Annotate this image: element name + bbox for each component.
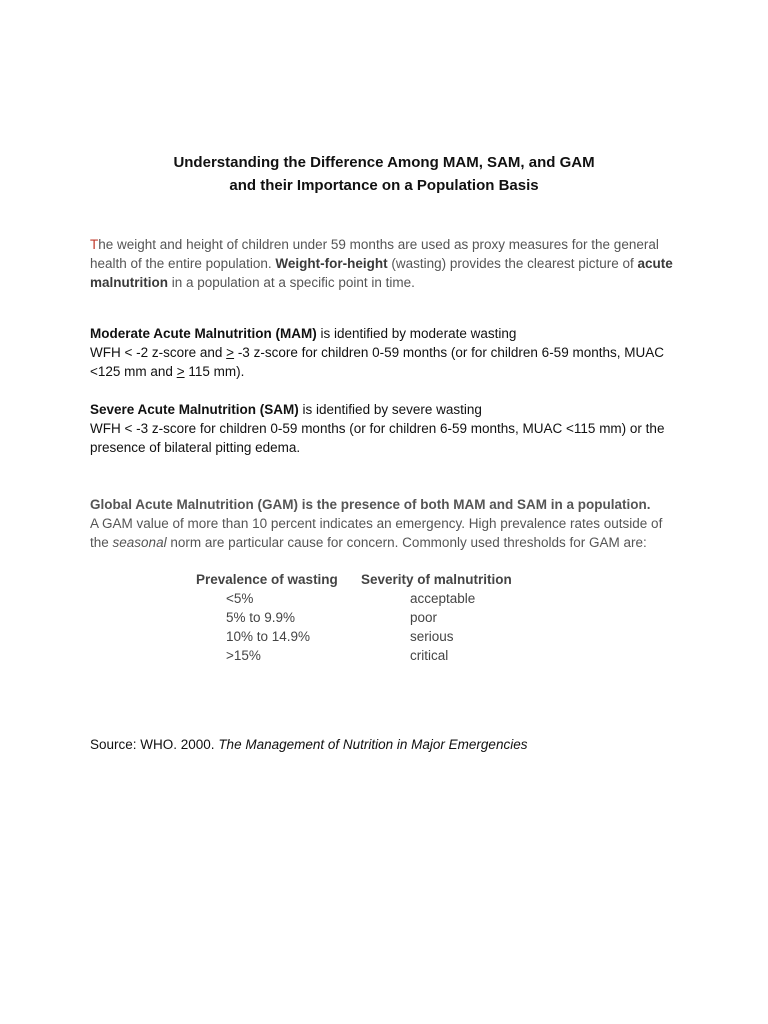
sam-section (90, 400, 680, 457)
mam-section (90, 324, 680, 381)
table-row (196, 627, 576, 646)
table-row (196, 589, 576, 608)
gam-body (90, 514, 680, 552)
table-cell-prevalence: 10% to 14.9% (226, 629, 311, 644)
source-prefix: Source: WHO. 2000. (90, 737, 219, 752)
mam-heading: Moderate Acute Malnutrition (MAM) (90, 326, 317, 341)
table-cell-prevalence: >15% (226, 648, 261, 663)
mam-criteria-c: 115 mm). (184, 364, 245, 379)
sam-heading: Severe Acute Malnutrition (SAM) (90, 402, 299, 417)
document-title-line-2: and their Importance on a Population Basis (229, 177, 539, 194)
intro-paragraph (90, 235, 680, 292)
gam-section (90, 495, 680, 552)
mam-criteria (90, 343, 680, 381)
table-cell-prevalence: <5% (226, 591, 254, 606)
table-cell-severity: acceptable (410, 591, 476, 606)
table-row (196, 608, 576, 627)
gam-italic-seasonal: seasonal (112, 535, 167, 550)
intro-text-3: in a population at a specific point in time. (168, 275, 415, 290)
gam-text-2: norm are particular cause for concern. Commonly used thresholds for GAM are: (166, 535, 647, 550)
table-cell-prevalence: 5% to 9.9% (226, 610, 296, 625)
mam-ge-symbol-2: > (176, 364, 185, 379)
mam-heading-suffix: is identified by moderate wasting (316, 326, 517, 341)
table-cell-severity: serious (410, 629, 454, 644)
table-cell-severity: poor (410, 610, 438, 625)
table-cell-severity: critical (410, 648, 449, 663)
sam-criteria: WFH < -3 z-score for children 0-59 months (or for children 6-59 months, MUAC <115 mm) or the presence of bilateral pitting edema. (90, 421, 665, 455)
source-citation (90, 735, 527, 754)
table-header-severity: Severity of malnutrition (361, 572, 512, 587)
gam-lead: Global Acute Malnutrition (GAM) is the presence of both MAM and SAM in a population. (90, 497, 651, 512)
mam-criteria-b: -3 z-score for children 0-59 months (or for children 6-59 months, MUAC <125 mm and (90, 345, 664, 379)
mam-ge-symbol-1: > (226, 345, 235, 360)
document-title-line-1: Understanding the Difference Among MAM, SAM, and GAM (173, 154, 595, 171)
sam-heading-suffix: is identified by severe wasting (298, 402, 482, 417)
intro-text-1: he weight and height of children under 59 months are used as proxy measures for the general health of the entire population. (90, 237, 659, 271)
mam-criteria-a: WFH < -2 z-score and (90, 345, 227, 360)
intro-bold-wfh: Weight-for-height (275, 256, 388, 271)
gam-text-1: A GAM value of more than 10 percent indicates an emergency. High prevalence rates outside of the (90, 516, 663, 550)
table-row (196, 646, 576, 665)
intro-bold-acute: acute malnutrition (90, 256, 673, 290)
mam-heading-line (90, 324, 680, 343)
source-title: The Management of Nutrition in Major Emergencies (218, 737, 528, 752)
table-header-prevalence: Prevalence of wasting (196, 572, 338, 587)
sam-heading-line (90, 400, 680, 419)
intro-first-letter: T (90, 237, 99, 252)
intro-text-2: (wasting) provides the clearest picture of (387, 256, 638, 271)
